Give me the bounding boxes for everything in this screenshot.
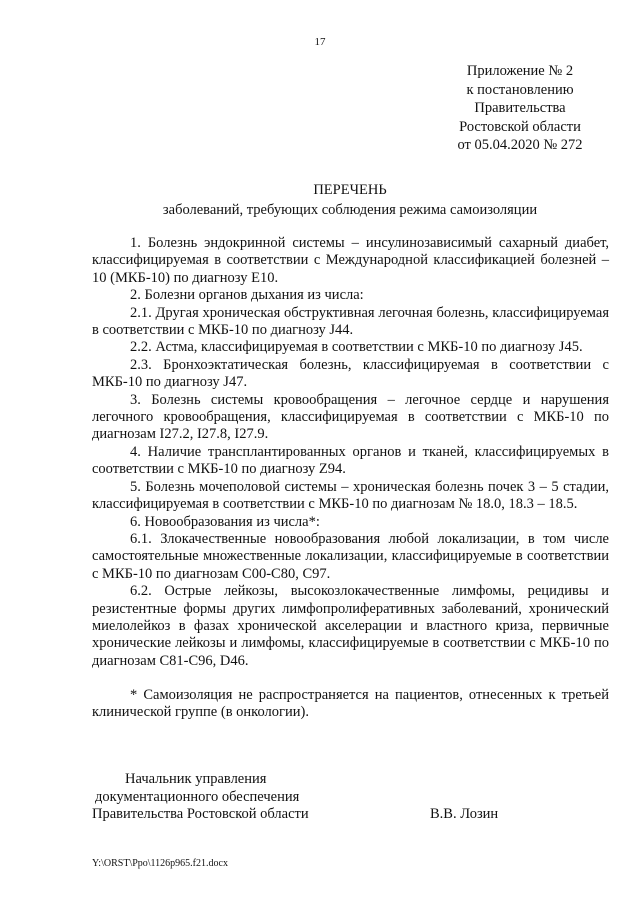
list-item: 5. Болезнь мочеполовой системы – хроническая болезнь почек 3 – 5 стадии, классифицируемая в соответствии с МКБ-10 по диагнозам № 18.0, 18.3 – 18.5.	[92, 478, 609, 513]
appendix-line: Правительства	[474, 100, 566, 116]
list-item: 6.1. Злокачественные новообразования любой локализации, в том числе самостоятельные множественные локализации, классифицируемые в соответствии с МКБ-10 по диагнозам С00-С80, С97.	[92, 530, 609, 582]
list-item: 2.3. Бронхоэктатическая болезнь, классифицируемая в соответствии с МКБ-10 по диагнозу J47.	[92, 356, 609, 391]
list-item: 3. Болезнь системы кровообращения – легочное сердце и нарушения легочного кровообращения, классифицируемая в соответствии с МКБ-10 по диагнозам I27.2, I27.8, I27.9.	[92, 391, 609, 443]
disease-list	[92, 235, 609, 670]
signer-title-line: документационного обеспечения	[95, 788, 300, 805]
file-path: Y:\ORST\Ppo\1126p965.f21.docx	[92, 858, 228, 869]
list-item: 6. Новообразования из числа*:	[130, 513, 320, 530]
appendix-line: от 05.04.2020 № 272	[457, 137, 583, 153]
list-item: 2.1. Другая хроническая обструктивная легочная болезнь, классифицируемая в соответствии с МКБ-10 по диагнозу J44.	[92, 304, 609, 339]
document-title: ПЕРЕЧЕНЬ	[313, 182, 387, 198]
appendix-line: Приложение № 2	[466, 63, 574, 79]
list-item: 2. Болезни органов дыхания из числа:	[130, 287, 364, 304]
signature-block	[92, 771, 332, 824]
appendix-line: к постановлению	[466, 81, 574, 98]
signer-title-line: Правительства Ростовской области	[92, 806, 309, 822]
list-item: 4. Наличие трансплантированных органов и тканей, классифицируемых в соответствии с МКБ-10 по диагнозу Z94.	[92, 443, 609, 478]
footnote	[92, 687, 609, 722]
footnote-text: * Самоизоляция не распространяется на пациентов, отнесенных к третьей клинической группе (в онкологии).	[92, 687, 609, 721]
list-item: 1. Болезнь эндокринной системы – инсулинозависимый сахарный диабет, классифицируемая в соответствии с Международной классификацией болезней – 10 (МКБ-10) по диагнозу Е10.	[92, 235, 609, 286]
appendix-line: Ростовской области	[459, 118, 581, 135]
page-number: 17	[314, 36, 326, 48]
signer-title-line: Начальник управления	[125, 771, 267, 787]
list-item: 6.2. Острые лейкозы, высокозлокачественные лимфомы, рецидивы и резистентные формы других лимфопролиферативных заболеваний, хронический миелолейкоз в фазах хронической акселерации и властного криза, первичные хронические лейкозы и лимфомы, классифицируемые в соответствии с МКБ-10 по диагнозам С81-С96, D46.	[92, 583, 609, 669]
signer-name: В.В. Лозин	[430, 806, 499, 822]
list-item: 2.2. Астма, классифицируемая в соответствии с МКБ-10 по диагнозу J45.	[130, 339, 583, 356]
appendix-header	[420, 62, 620, 155]
document-subtitle: заболеваний, требующих соблюдения режима самоизоляции	[162, 202, 538, 218]
